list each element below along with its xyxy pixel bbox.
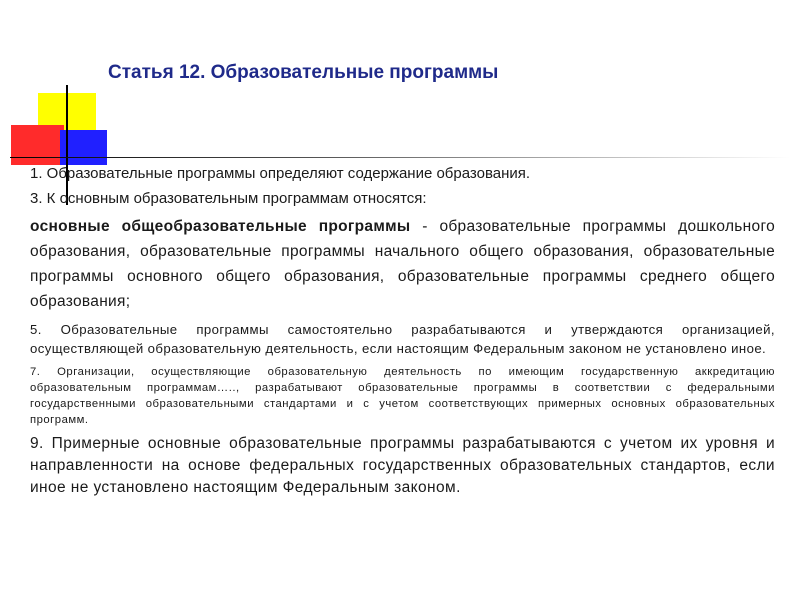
paragraph-1: 1. Образовательные программы определяют содержание образования. (30, 165, 531, 182)
main-programs-list: - образовательные программы дошкольного образования, образовательные программы начального общего образования, образовательные программы основного общего образования, образовательные программы среднего общего образования; (30, 218, 775, 310)
slide-content (30, 163, 775, 499)
slide-title: Статья 12. Образовательные программы (108, 62, 499, 83)
paragraph-3: 3. К основным образовательным программам относятся: (30, 190, 427, 207)
paragraph-9: 9. Примерные основные образовательные программы разрабатываются с учетом их уровня и направленности на основе федеральных государственных образовательных стандартов, если иное не установлено настоящим Федеральным законом. (30, 435, 775, 496)
paragraph-main-programs (30, 214, 775, 314)
paragraph-5: 5. Образовательные программы самостоятельно разрабатываются и утверждаются организацией, осуществляющей образовательную деятельность, если настоящим Федеральным законом не установлено иное. (30, 322, 775, 356)
horizontal-line-decoration (10, 157, 790, 158)
paragraph-7: 7. Организации, осуществляющие образовательную деятельность по имеющим государственную аккредитацию образовательным программам….., разрабатывают образовательные программы в соответствии с федеральными государственными образовательными стандартами и с учетом соответствующих примерных основных образовательных программ. (30, 366, 775, 426)
red-square-decoration (11, 125, 64, 165)
main-programs-term: основные общеобразовательные программы (30, 218, 411, 235)
